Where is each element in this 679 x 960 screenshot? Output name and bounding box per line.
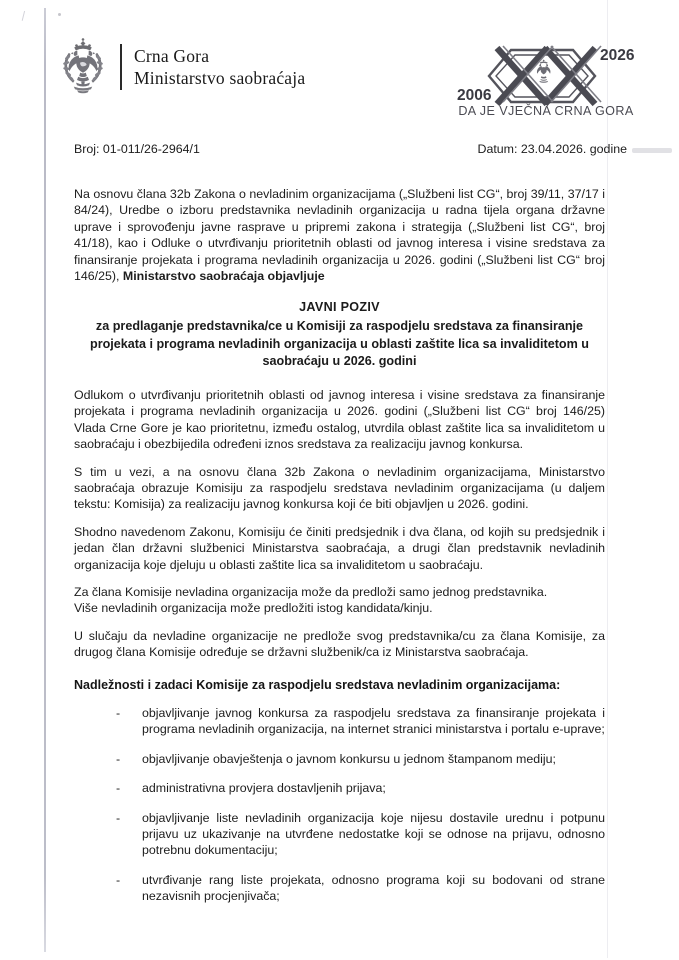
document-date: Datum: 23.04.2026. godine xyxy=(477,142,627,156)
paragraph-commission-composition: Shodno navedenom Zakonu, Komisiju će činiti predsjednik i dva člana, od kojih su predsjednik i jedan član državni službenici Ministarstva saobraćaja, a drugi član predstavnik nevladinih organizacija koje djeluju u oblasti zaštite lica sa invaliditetom u saobraćaju. xyxy=(74,524,605,572)
list-item xyxy=(116,780,605,796)
scan-artifact-dot xyxy=(58,13,61,16)
bullet-dash-icon: - xyxy=(116,706,121,721)
country-name: Crna Gora xyxy=(134,45,210,66)
intro-paragraph xyxy=(74,186,605,284)
header-title-group xyxy=(134,45,305,90)
anniversary-year-from: 2006 xyxy=(457,87,492,104)
paragraph-decision: Odlukom o utvrđivanju prioritetnih oblasti od javnog interesa i visine sredstava za finansiranje projekata i programa nevladinih organizacija u 2026. godini („Službeni list CG“ broj 146/25) Vlada Crne Gore je kao prioritetnu, između ostalog, utvrdila oblast zaštite lica sa invaliditetom u saobraćaju i obezbijedila određeni iznos sredstava za realizaciju javnog konkursa. xyxy=(74,387,605,452)
bullet-dash-icon: - xyxy=(116,781,121,796)
scan-artifact-tick xyxy=(15,9,25,21)
document-number: Broj: 01-011/26-2964/1 xyxy=(74,142,200,156)
list-item xyxy=(116,751,605,767)
paragraph-commission-formation: S tim u vezi, a na osnovu člana 32b Zakona o nevladinim organizacijama, Ministarstvo saobraćaja obrazuje Komisiju za raspodjelu sredstava nevladinim organizacijama (u daljem tekstu: Komisija) za realizaciju javnog konkursa koji će biti objavljen u 2026. godini. xyxy=(74,464,605,512)
list-item-text: objavljivanje javnog konkursa za raspodjelu sredstava za finansiranje projekata i programa nevladinih organizacija, na internet stranici ministarstva i portalu e-uprave; xyxy=(142,706,605,737)
list-item-text: objavljivanje obavještenja o javnom konkursu u jednom štampanom mediju; xyxy=(142,751,556,766)
anniversary-logo xyxy=(453,40,639,116)
paragraph-single-representative-line2: Više nevladinih organizacija može predložiti istog kandidata/kinju. xyxy=(74,601,433,616)
tasks-section-heading: Nadležnosti i zadaci Komisije za raspodjelu sredstava nevladinim organizacijama: xyxy=(74,677,561,692)
header-identity-block xyxy=(56,38,305,96)
bullet-dash-icon: - xyxy=(116,872,121,887)
paragraph-single-representative xyxy=(74,584,605,617)
bullet-dash-icon: - xyxy=(116,810,121,825)
document-header xyxy=(56,38,639,116)
list-item-text: utvrđivanje rang liste projekata, odnosno programa koji su bodovani od strane nezavisnih procjenjivača; xyxy=(142,872,605,904)
anniversary-slogan: DA JE VJEČNA CRNA GORA xyxy=(458,104,634,116)
list-item-text: administrativna provjera dostavljenih prijava; xyxy=(142,781,386,796)
public-call-title: JAVNI POZIV xyxy=(299,300,380,315)
document-body xyxy=(74,186,605,905)
list-item xyxy=(116,872,605,905)
list-item xyxy=(116,705,605,738)
ministry-name: Ministarstvo saobraćaja xyxy=(134,68,306,88)
scan-artifact-smudge xyxy=(632,148,672,153)
public-call-subtitle: za predlaganje predstavnika/ce u Komisiji za raspodjelu sredstava za finansiranje projekata i programa nevladinih organizacija u oblasti zaštite lica sa invaliditetom u saobraćaju u 2026. godini xyxy=(90,319,589,369)
paragraph-single-representative-line1: Za člana Komisije nevladina organizacija može da predloži samo jednog predstavnika. xyxy=(74,585,548,599)
commission-tasks-list xyxy=(74,705,605,905)
list-item xyxy=(116,810,605,859)
scan-artifact-left-margin-line xyxy=(44,8,46,952)
public-call-title-block xyxy=(74,299,605,371)
header-vertical-divider xyxy=(120,44,122,90)
anniversary-year-to: 2026 xyxy=(600,47,635,64)
montenegro-coat-of-arms-icon xyxy=(56,38,110,96)
intro-paragraph-text: Na osnovu člana 32b Zakona o nevladinim organizacijama („Službeni list CG“, broj 39/11, 37/17 i 84/24), Uredbe o izboru predstavnika nevladinih organizacija u radna tijela organa državne uprave i sprovođenju javne rasprave u pripremi zakona i strategija („Službeni list CG“, broj 41/18), kao i Odluke o utvrđivanju prioritetnih oblasti od javnog interesa i visine sredstava za finansiranje projekata i programa nevladinih organizacija u 2026. godini („Službeni list CG“ broj 146/25), xyxy=(74,187,605,284)
intro-paragraph-bold: Ministarstvo saobraćaja objavljuje xyxy=(122,269,325,284)
paragraph-no-proposal-case: U slučaju da nevladine organizacije ne predlože svog predstavnika/cu za člana Komisije, za drugog člana Komisije određuje se državni službenik/ca iz Ministarstva saobraćaja. xyxy=(74,628,605,660)
document-meta-row xyxy=(74,142,627,156)
list-item-text: objavljivanje liste nevladinih organizacija koje nijesu dostavile urednu i potpunu prijavu uz ukazivanje na utvrđene nedostatke koji se odnose na prijavu, odnosno potrebnu dokumentaciju; xyxy=(142,810,605,858)
bullet-dash-icon: - xyxy=(116,751,121,766)
